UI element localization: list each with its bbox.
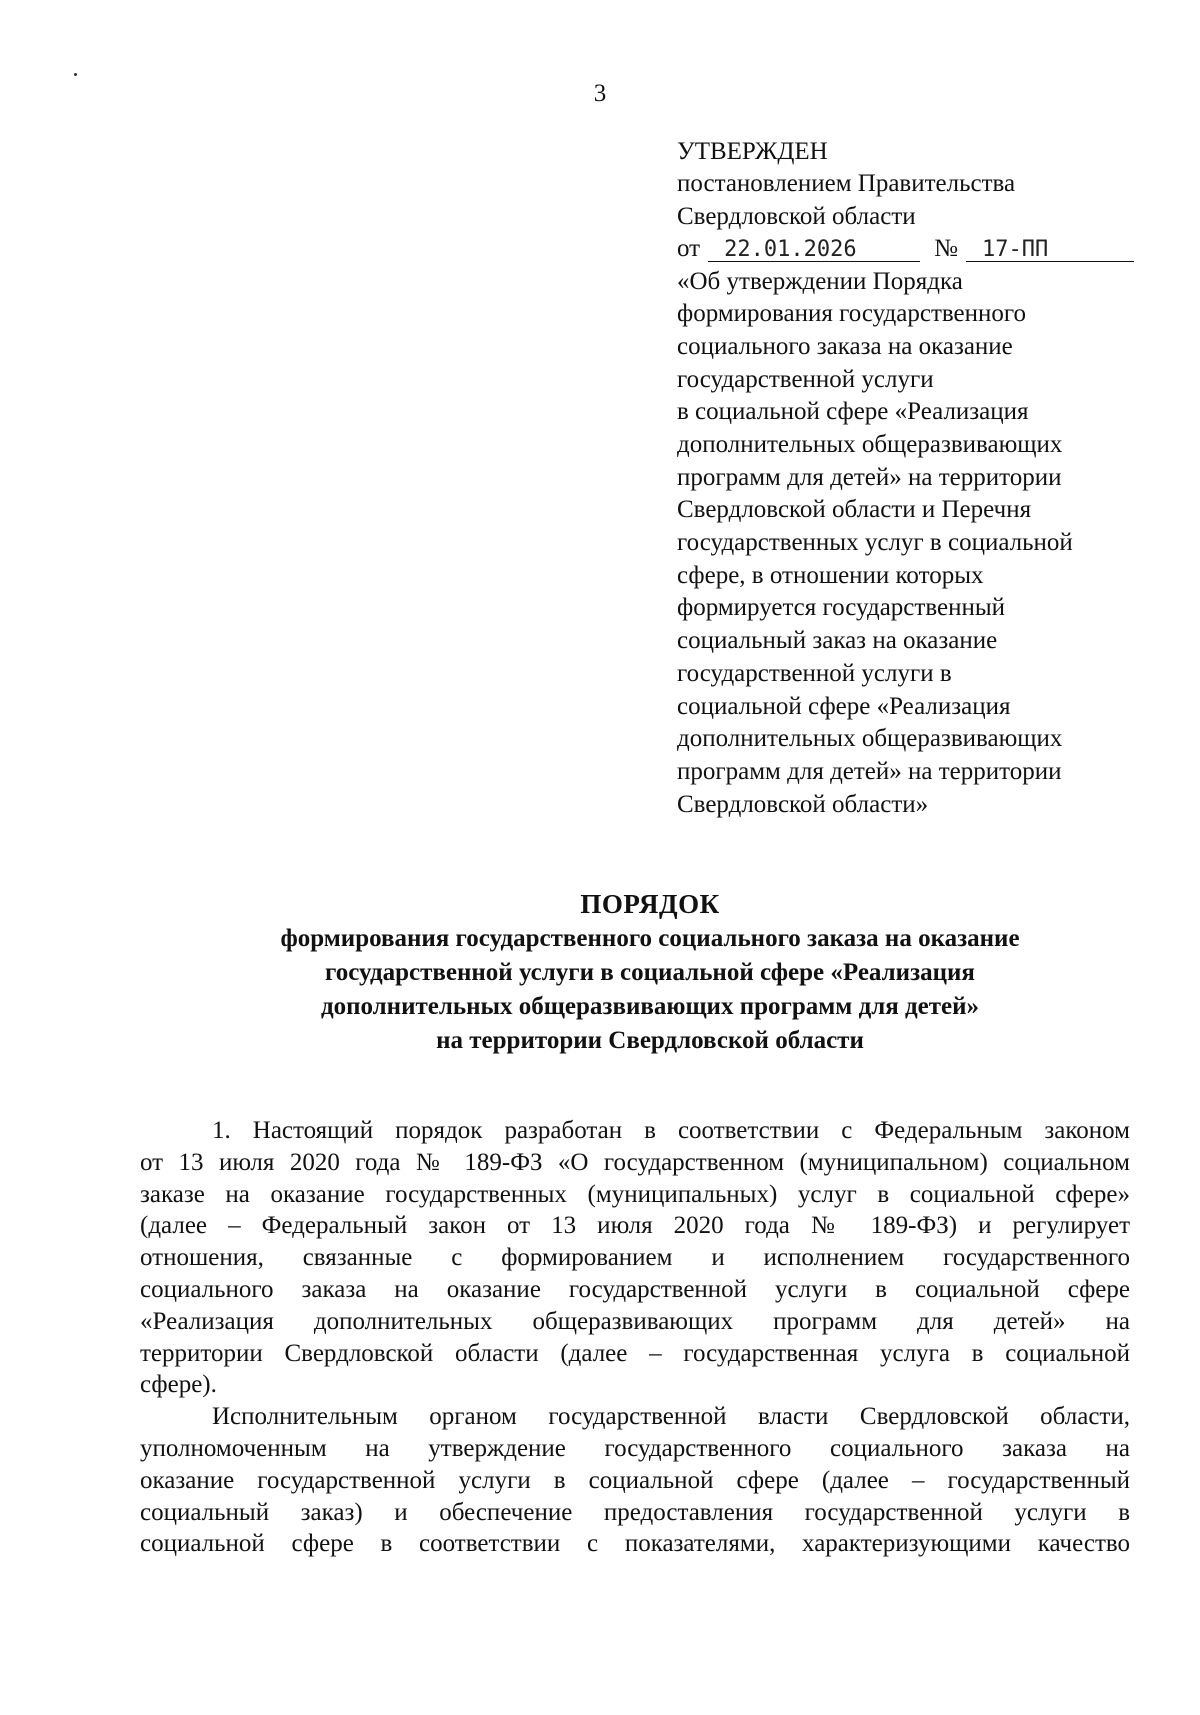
subject-line: программ для детей» на территории	[677, 757, 1062, 785]
subject-line: сфере, в отношении которых	[677, 561, 984, 589]
subject-line: в социальной сфере «Реализация	[677, 398, 1029, 426]
body-text	[140, 1115, 1130, 1560]
approval-status: УТВЕРЖДЕН	[677, 138, 828, 165]
paragraph-line: социальный заказ) и обеспечение предоставления государственной услуги в	[140, 1498, 1130, 1526]
scan-speck	[74, 73, 77, 76]
paragraph-2	[140, 1401, 1130, 1560]
subject-line: дополнительных общеразвивающих	[677, 431, 1063, 458]
paragraph-line: сфере).	[140, 1371, 217, 1399]
subject-line: социальной сфере «Реализация	[677, 692, 1011, 720]
approval-block	[677, 136, 1147, 821]
heading-title: ПОРЯДОК	[580, 889, 720, 919]
subject-line: «Об утверждении Порядка	[677, 267, 963, 295]
heading-subtitle-line: на территории Свердловской области	[436, 1027, 864, 1054]
paragraph-line: оказание государственной услуги в социальной сфере (далее – государственный	[140, 1466, 1130, 1494]
approval-issuer-line: постановлением Правительства	[677, 170, 1016, 198]
approval-date: 22.01.2026	[708, 238, 920, 262]
subject-line: программ для детей» на территории	[677, 463, 1062, 491]
approval-subject	[677, 266, 1147, 822]
paragraph-line: отношения, связанные с формированием и исполнением государственного	[140, 1244, 1130, 1272]
subject-line: социальный заказ на оказание	[677, 627, 998, 655]
subject-line: государственной услуги в	[677, 659, 952, 687]
paragraph-line: Исполнительным органом государственной власти Свердловской области,	[212, 1403, 1130, 1431]
number-prefix: №	[934, 235, 958, 263]
approval-number: 17-ПП	[966, 238, 1134, 262]
subject-line: государственной услуги	[677, 365, 934, 393]
subject-line: государственных услуг в социальной	[677, 529, 1073, 557]
heading-subtitle-line: формирования государственного социального заказа на оказание	[280, 925, 1020, 952]
paragraph-line: социальной сфере в соответствии с показателями, характеризующими качество	[140, 1530, 1130, 1558]
date-prefix: от	[677, 235, 701, 263]
paragraph-line: 1. Настоящий порядок разработан в соответствии с Федеральным законом	[212, 1117, 1130, 1144]
paragraph-line: территории Свердловской области (далее – государственная услуга в социальной	[140, 1339, 1130, 1367]
approval-issuer-line: Свердловской области	[677, 202, 916, 230]
paragraph-line: (далее – Федеральный закон от 13 июля 2020 года № 189-ФЗ) и регулирует	[140, 1212, 1130, 1240]
paragraph-line: от 13 июля 2020 года № 189-ФЗ «О государственном (муниципальном) социальном	[140, 1148, 1130, 1176]
subject-line: Свердловской области и Перечня	[677, 496, 1032, 524]
paragraph-line: заказе на оказание государственных (муниципальных) услуг в социальной сфере»	[140, 1180, 1130, 1208]
paragraph-line: «Реализация дополнительных общеразвивающих программ для детей» на	[140, 1307, 1130, 1335]
paragraph-line: уполномоченным на утверждение государственного социального заказа на	[140, 1434, 1130, 1462]
paragraph-1	[140, 1115, 1130, 1401]
document-heading	[100, 886, 1200, 1058]
heading-subtitle-line: дополнительных общеразвивающих программ для детей»	[320, 993, 980, 1020]
subject-line: Свердловской области»	[677, 790, 929, 818]
approval-reference	[677, 233, 1147, 265]
page-number: 3	[593, 80, 607, 107]
subject-line: социального заказа на оказание	[677, 332, 1013, 360]
subject-line: формирования государственного	[677, 300, 1027, 328]
heading-subtitle-line: государственной услуги в социальной сфере «Реализация	[325, 959, 975, 986]
paragraph-line: социального заказа на оказание государственной услуги в социальной сфере	[140, 1275, 1130, 1303]
subject-line: формируется государственный	[677, 594, 1006, 622]
subject-line: дополнительных общеразвивающих	[677, 725, 1063, 753]
